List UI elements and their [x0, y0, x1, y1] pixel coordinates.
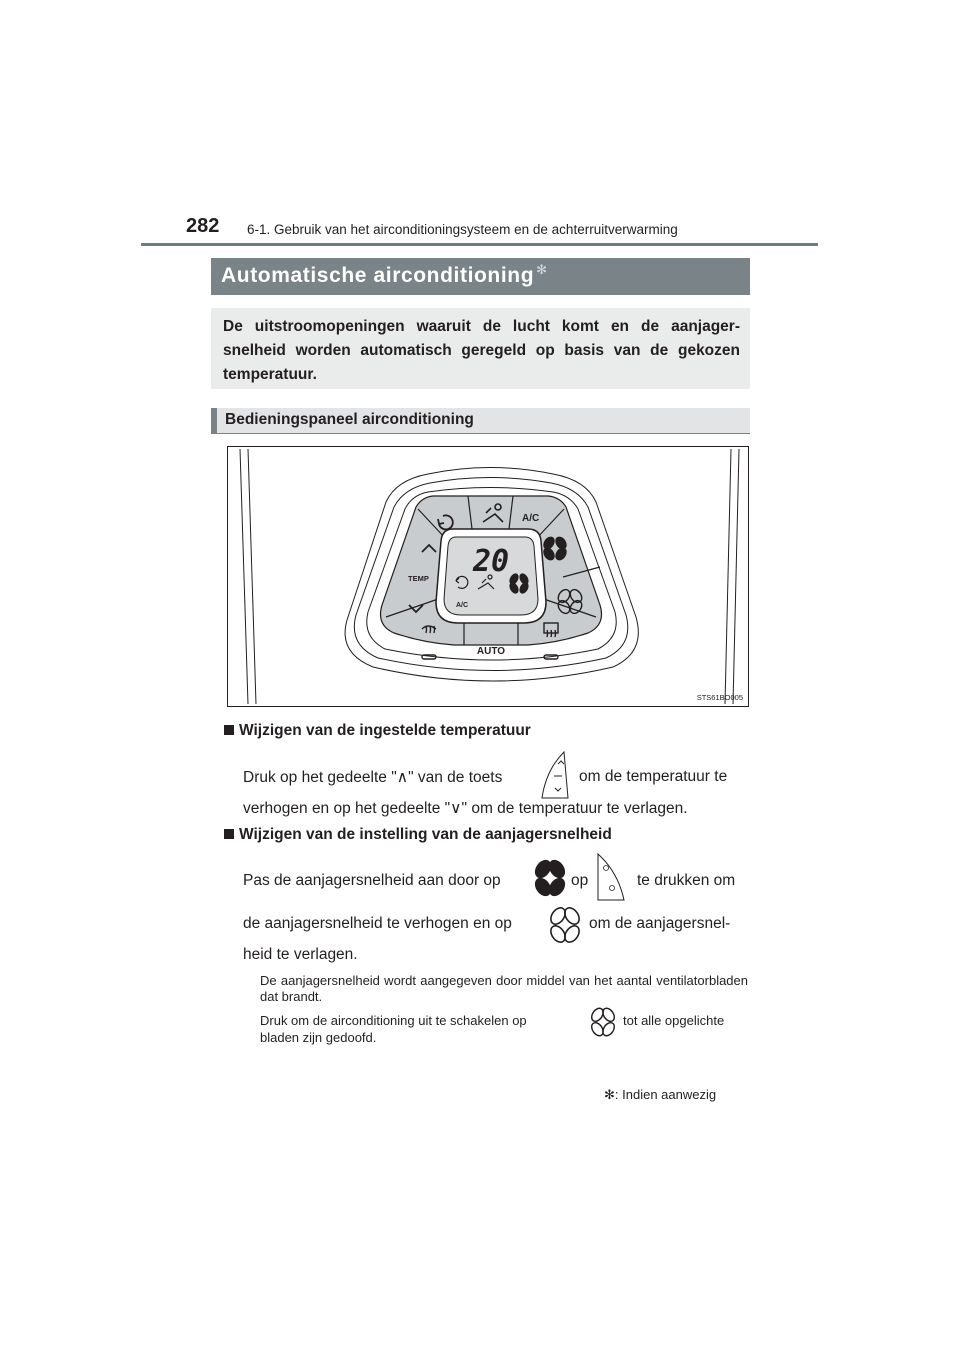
auto-button-label: AUTO	[476, 646, 506, 657]
fan-line-2a: de aanjagersnelheid te verhogen en op	[243, 915, 512, 932]
bullet-square	[224, 725, 234, 735]
display-ac-label: A/C	[456, 602, 469, 609]
footnote-asterisk: ✻	[604, 1087, 615, 1102]
fan-note-2a: Druk om de airconditioning uit te schakelen op	[260, 1013, 527, 1028]
fan-note-1: De aanjagersnelheid wordt aangegeven door middel van het aantal ventilatorbladen dat brandt.	[260, 973, 748, 1004]
control-panel-figure	[227, 446, 749, 707]
fan-line-1c: te drukken om	[637, 872, 736, 889]
bullet-square	[224, 829, 234, 839]
fan-note-2c: bladen zijn gedoofd.	[260, 1030, 377, 1045]
fan-high-inline-icon	[533, 858, 567, 898]
title-asterisk: ✻	[536, 262, 548, 277]
fan-heading: Wijzigen van de instelling van de aanjagersnelheid	[224, 826, 612, 844]
fan-low-inline-icon	[548, 905, 582, 945]
page-number: 282	[186, 215, 220, 237]
fan-line-2b: om de aanjagersnel-	[589, 915, 731, 932]
ac-button-label: A/C	[522, 513, 540, 524]
intro-box	[211, 308, 750, 389]
fan-line-1a: Pas de aanjagersnelheid aan door op	[243, 872, 501, 889]
temp-button-label: TEMP	[408, 574, 429, 583]
title-bar	[211, 258, 750, 295]
fan-line-3: heid te verlagen.	[243, 946, 358, 963]
header-rule	[141, 243, 818, 246]
fan-line-1b: op	[571, 872, 589, 889]
section-accent	[211, 408, 217, 433]
display-temperature: 20	[472, 544, 510, 579]
up-symbol: ∧	[396, 769, 409, 786]
footnote: ✻: Indien aanwezig	[604, 1087, 717, 1102]
section-heading: Bedieningspaneel airconditioning	[225, 411, 474, 428]
down-symbol: ∨	[450, 800, 462, 817]
temperature-heading: Wijzigen van de ingestelde temperatuur	[224, 722, 531, 740]
temperature-line-2: verhogen en op het gedeelte "∨" om de temperatuur te verlagen.	[243, 800, 688, 817]
fan-note-2b: tot alle opgelichte	[623, 1013, 725, 1028]
section-heading-bar	[211, 408, 750, 434]
fan-button-inline-icon	[592, 852, 632, 902]
temperature-line-1a: Druk op het gedeelte "∧" van de toets	[243, 769, 503, 786]
page-title: Automatische airconditioning ✻	[221, 262, 548, 287]
fan-low-note-icon	[589, 1006, 617, 1038]
temperature-line-1c: om de temperatuur te	[579, 768, 728, 785]
figure-code: STS61BO005	[696, 693, 743, 702]
intro-text: De uitstroomopeningen waaruit de lucht komt en de aanjager-snelheid worden automatisch geregeld op basis van de gekozen temperatuur.	[223, 318, 740, 383]
temp-button-icon	[534, 750, 574, 800]
chapter-title: 6-1. Gebruik van het airconditioningsysteem en de achterruitverwarming	[247, 222, 678, 237]
control-panel-illustration	[228, 447, 748, 706]
